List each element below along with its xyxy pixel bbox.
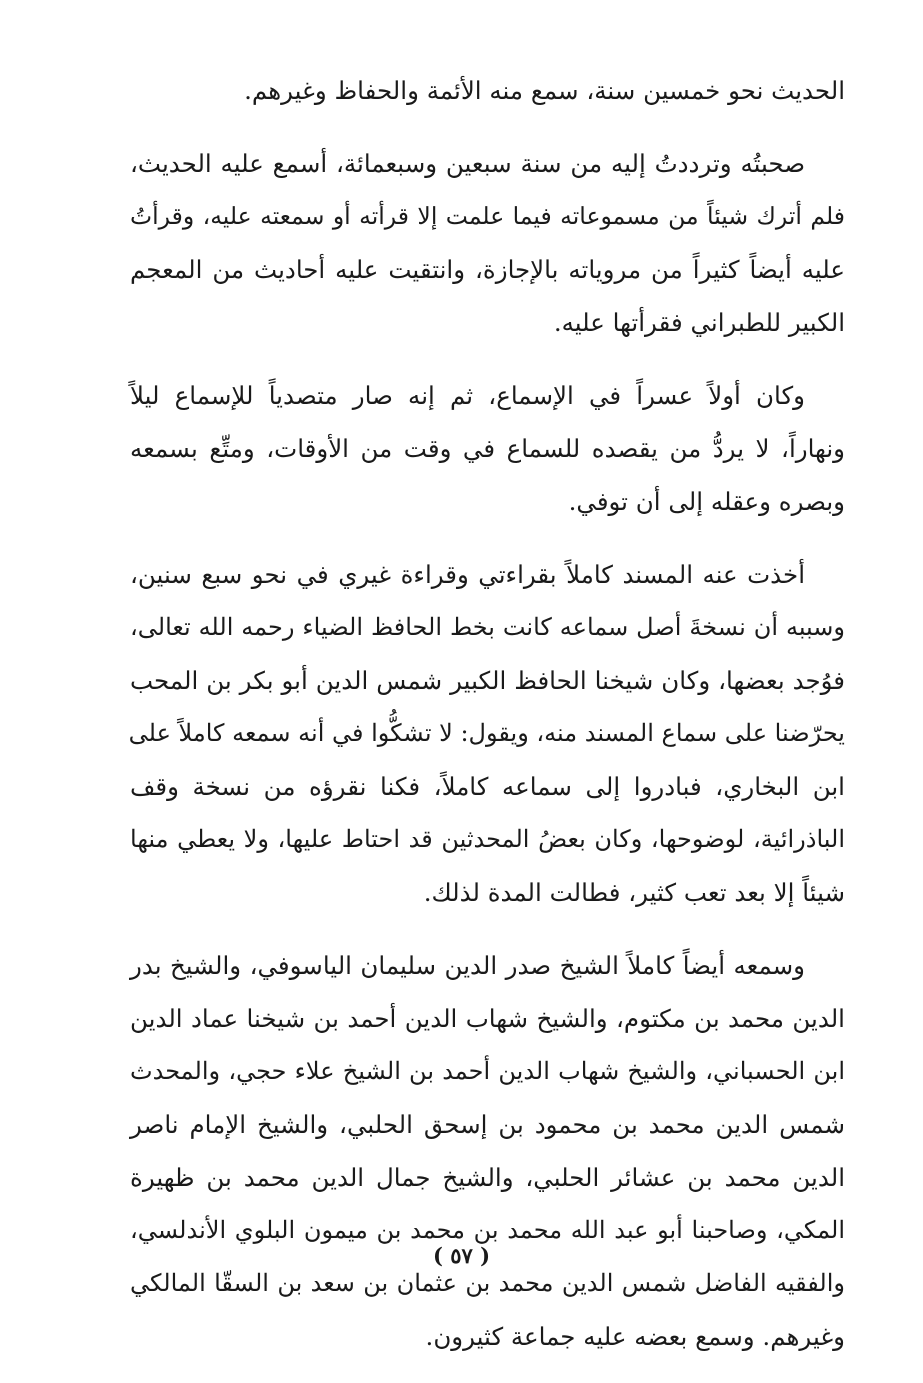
- text-line: فوُجد بعضها، وكان شيخنا الحافظ الكبير شمس الدين أبو بكر بن المحب: [130, 666, 845, 695]
- text-line: وغيرهم. وسمع بعضه عليه جماعة كثيرون.: [425, 1322, 845, 1351]
- text-line: شيئاً إلا بعد تعب كثير، فطالت المدة لذلك.: [423, 878, 845, 907]
- text-line: والفقيه الفاضل شمس الدين محمد بن عثمان بن سعد بن السقّا المالكي: [130, 1269, 845, 1297]
- text-line: المكي، وصاحبنا أبو عبد الله محمد بن محمد بن ميمون البلوي الأندلسي،: [130, 1216, 845, 1244]
- text-line: عليه أيضاً كثيراً من مروياته بالإجازة، وانتقيت عليه أحاديث من المعجم: [130, 255, 845, 284]
- text-line: الدين محمد بن عشائر الحلبي، والشيخ جمال الدين محمد بن ظهيرة: [130, 1163, 845, 1192]
- text-line: يحرّضنا على سماع المسند منه، ويقول: لا تشكُّوا في أنه سمعه كاملاً على: [128, 719, 845, 747]
- text-line: ابن الحسباني، والشيخ شهاب الدين أحمد بن الشيخ علاء حجي، والمحدث: [130, 1057, 845, 1085]
- text-line: وكان أولاً عسراً في الإسماع، ثم إنه صار متصدياً للإسماع ليلاً: [130, 381, 805, 410]
- text-line: الكبير للطبراني فقرأتها عليه.: [553, 308, 845, 337]
- text-line: ونهاراً، لا يردُّ من يقصده للسماع في وقت من الأوقات، ومتِّع بسمعه: [130, 434, 845, 463]
- paragraph-5: [130, 939, 845, 1363]
- paragraph-2: [130, 137, 845, 349]
- page-body: [130, 64, 845, 1383]
- text-line: أخذت عنه المسند كاملاً بقراءتي وقراءة غيري في نحو سبع سنين،: [130, 560, 805, 589]
- text-line: الباذرائية، لوضوحها، وكان بعضُ المحدثين قد احتاط عليها، ولا يعطي منها: [130, 825, 845, 853]
- paragraph-4: [130, 548, 845, 919]
- text-line: الدين محمد بن مكتوم، والشيخ شهاب الدين أحمد بن شيخنا عماد الدين: [130, 1004, 845, 1033]
- text-line: صحبتُه وترددتُ إليه من سنة سبعين وسبعمائة، أسمع عليه الحديث،: [130, 149, 805, 178]
- paragraph-3: [130, 369, 845, 528]
- page-number: ( ٥٧ ): [432, 1243, 491, 1268]
- text-line: وبصره وعقله إلى أن توفي.: [568, 487, 845, 516]
- text-line: وسببه أن نسخةَ أصل سماعه كانت بخط الحافظ الضياء رحمه الله تعالى،: [130, 613, 845, 641]
- text-line: شمس الدين محمد بن محمود بن إسحق الحلبي، والشيخ الإمام ناصر: [130, 1110, 845, 1139]
- text-line: الحديث نحو خمسين سنة، سمع منه الأئمة والحفاظ وغيرهم.: [244, 76, 845, 105]
- paragraph-1: [130, 64, 845, 117]
- text-line: فلم أترك شيئاً من مسموعاته فيما علمت إلا قرأته أو سمعته عليه، وقرأتُ: [130, 202, 845, 230]
- text-line: وسمعه أيضاً كاملاً الشيخ صدر الدين سليمان الياسوفي، والشيخ بدر: [130, 951, 805, 980]
- text-line: ابن البخاري، فبادروا إلى سماعه كاملاً، فكنا نقرؤه من نسخة وقف: [130, 772, 845, 801]
